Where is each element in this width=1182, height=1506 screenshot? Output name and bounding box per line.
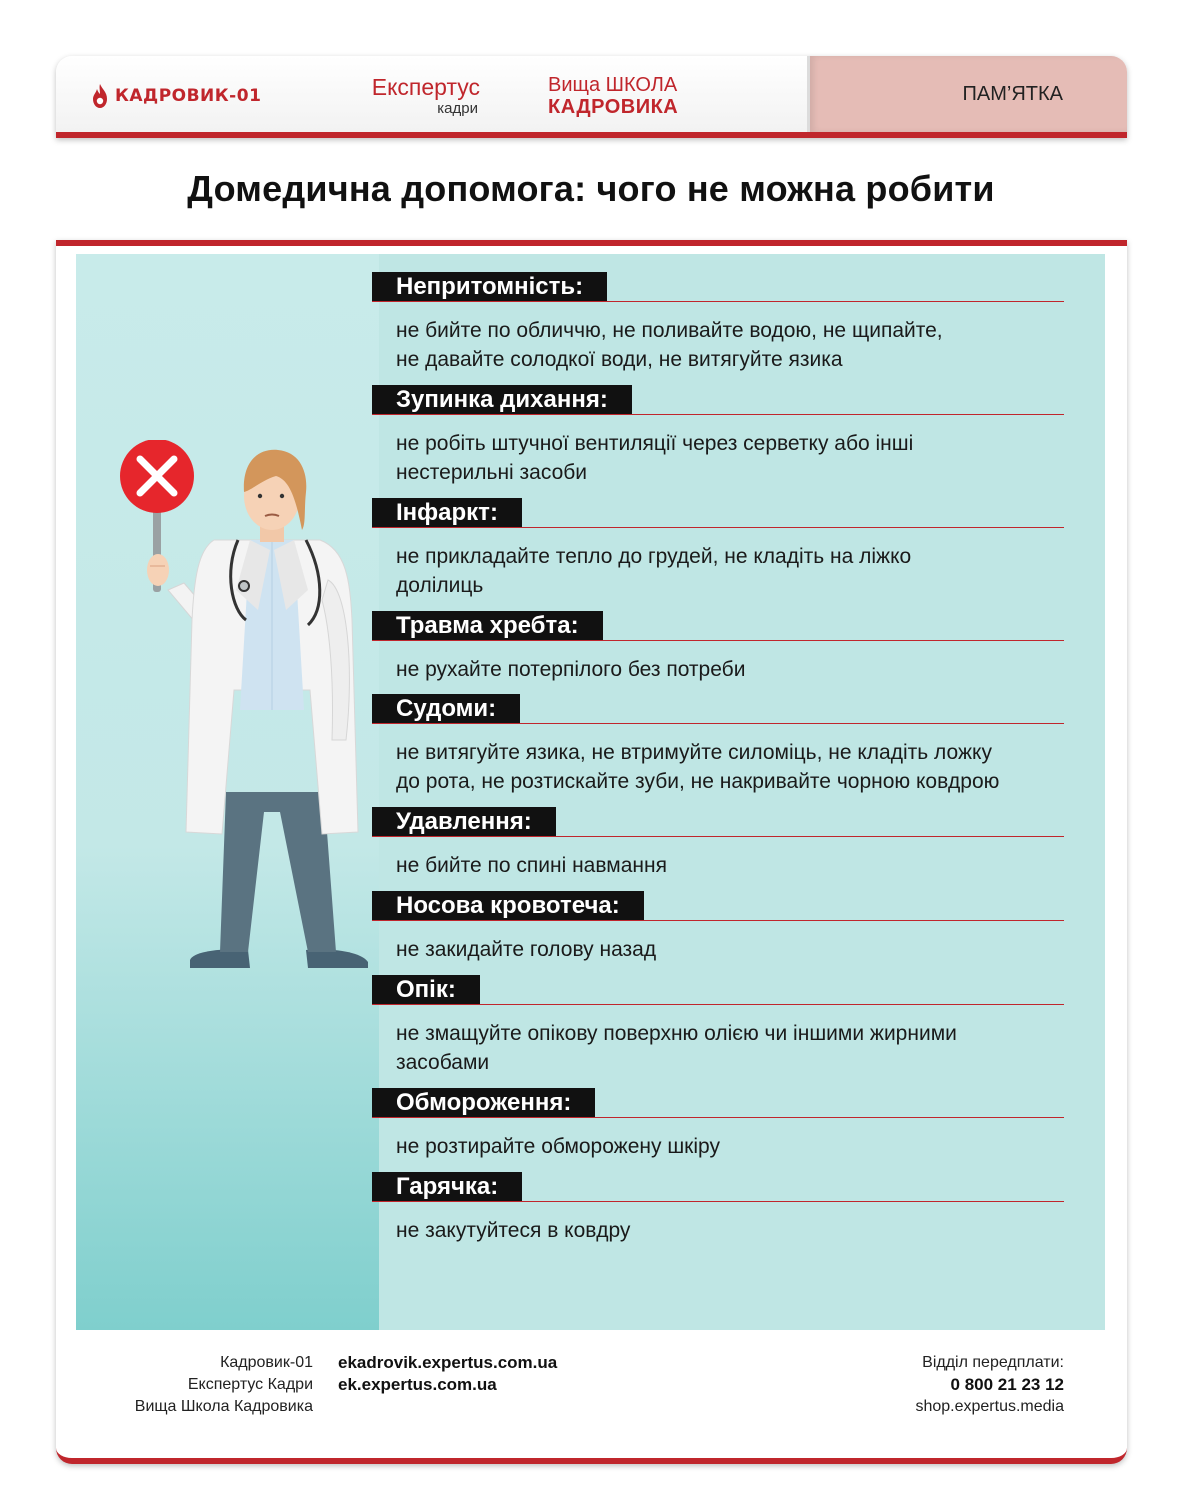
item-description-line: не рухайте потерпілого без потреби	[396, 658, 746, 681]
item-description	[396, 542, 1076, 600]
list-item	[372, 498, 1064, 597]
doctor-illustration	[110, 440, 400, 980]
logo-school[interactable]	[548, 74, 678, 118]
header-divider	[56, 132, 1127, 138]
item-label: Зупинка дихання:	[372, 385, 632, 414]
list-item	[372, 385, 1064, 484]
footer-brands	[100, 1352, 313, 1418]
logo-school-line2: КАДРОВИКА	[548, 96, 679, 118]
item-description-line: до рота, не розтискайте зуби, не накривайте чорною ковдрою	[396, 770, 1000, 793]
item-label: Гарячка:	[372, 1172, 522, 1201]
item-divider	[372, 1117, 1064, 1118]
item-divider	[372, 920, 1064, 921]
item-description	[396, 1132, 1076, 1161]
footer-site-link[interactable]: ekadrovik.expertus.com.ua	[338, 1353, 558, 1372]
item-description-line: не давайте солодкої води, не витягуйте язика	[396, 348, 843, 371]
item-divider	[372, 1201, 1064, 1202]
list-item	[372, 694, 1064, 793]
memo-label: ПАМ’ЯТКА	[962, 83, 1063, 105]
item-divider	[372, 640, 1064, 641]
item-label: Непритомність:	[372, 272, 607, 301]
list-item	[372, 272, 1064, 371]
page-title: Домедична допомога: чого не можна робити	[187, 168, 995, 209]
list-item	[372, 1088, 1064, 1158]
item-divider	[372, 723, 1064, 724]
item-description	[396, 851, 1076, 880]
item-description-line: не витягуйте язика, не втримуйте силоміць, не кладіть ложку	[396, 741, 992, 764]
item-divider	[372, 1004, 1064, 1005]
item-description	[396, 1019, 1076, 1077]
logo-expertus-line2: кадри	[437, 100, 478, 117]
list-item	[372, 975, 1064, 1074]
item-description-line: не закутуйтеся в ковдру	[396, 1219, 631, 1242]
item-label: Травма хребта:	[372, 611, 603, 640]
item-divider	[372, 414, 1064, 415]
item-description-line: не прикладайте тепло до грудей, не кладіть на ліжко	[396, 545, 912, 568]
item-description	[396, 655, 1076, 684]
flame-icon	[90, 83, 110, 109]
item-description-line: не робіть штучної вентиляції через серветку або інші	[396, 432, 914, 455]
item-label: Удавлення:	[372, 807, 556, 836]
item-description	[396, 429, 1076, 487]
header-bar	[56, 56, 1127, 138]
item-description-line: не закидайте голову назад	[396, 938, 657, 961]
item-label: Судоми:	[372, 694, 520, 723]
item-divider	[372, 301, 1064, 302]
subscription-phone[interactable]: 0 800 21 23 12	[950, 1375, 1064, 1394]
footer-sites	[338, 1352, 557, 1396]
item-divider	[372, 527, 1064, 528]
list-item	[372, 891, 1064, 961]
item-description-line: долілиць	[396, 574, 484, 597]
item-label: Обмороження:	[372, 1088, 595, 1117]
logo-expertus[interactable]	[350, 74, 480, 118]
logo-kadrovyk[interactable]	[90, 78, 261, 114]
footer-brand: Кадровик-01	[220, 1354, 313, 1371]
item-description-line: не змащуйте опікову поверхню олією чи іншими жирними	[396, 1022, 957, 1045]
item-description	[396, 935, 1076, 964]
footer-site-link[interactable]: ek.expertus.com.ua	[338, 1375, 497, 1394]
item-divider	[372, 836, 1064, 837]
item-description-line: засобами	[396, 1051, 490, 1074]
list-item	[372, 1172, 1064, 1242]
item-description	[396, 738, 1076, 796]
logo-kadrovyk-text: КАДРОВИК-01	[115, 86, 262, 106]
logo-school-line1: Вища ШКОЛА	[548, 74, 678, 96]
item-label: Інфаркт:	[372, 498, 522, 527]
shop-link[interactable]: shop.expertus.media	[915, 1398, 1064, 1415]
item-label: Опік:	[372, 975, 480, 1004]
item-description	[396, 316, 1076, 374]
item-description	[396, 1216, 1076, 1245]
footer-brand: Експертус Кадри	[187, 1376, 313, 1393]
footer-subscription	[915, 1352, 1064, 1418]
memo-tab	[807, 56, 1127, 132]
logo-expertus-line1: Експертус	[371, 74, 480, 100]
item-description-line: нестерильні засоби	[396, 461, 588, 484]
item-description-line: не бийте по спині навмання	[396, 854, 667, 877]
footer-brand: Вища Школа Кадровика	[134, 1398, 313, 1415]
item-description-line: не розтирайте обморожену шкіру	[396, 1135, 720, 1158]
item-label: Носова кровотеча:	[372, 891, 644, 920]
subscription-label: Відділ передплати:	[922, 1354, 1064, 1371]
item-description-line: не бийте по обличчю, не поливайте водою, не щипайте,	[396, 319, 943, 342]
list-item	[372, 611, 1064, 681]
list-item	[372, 807, 1064, 877]
